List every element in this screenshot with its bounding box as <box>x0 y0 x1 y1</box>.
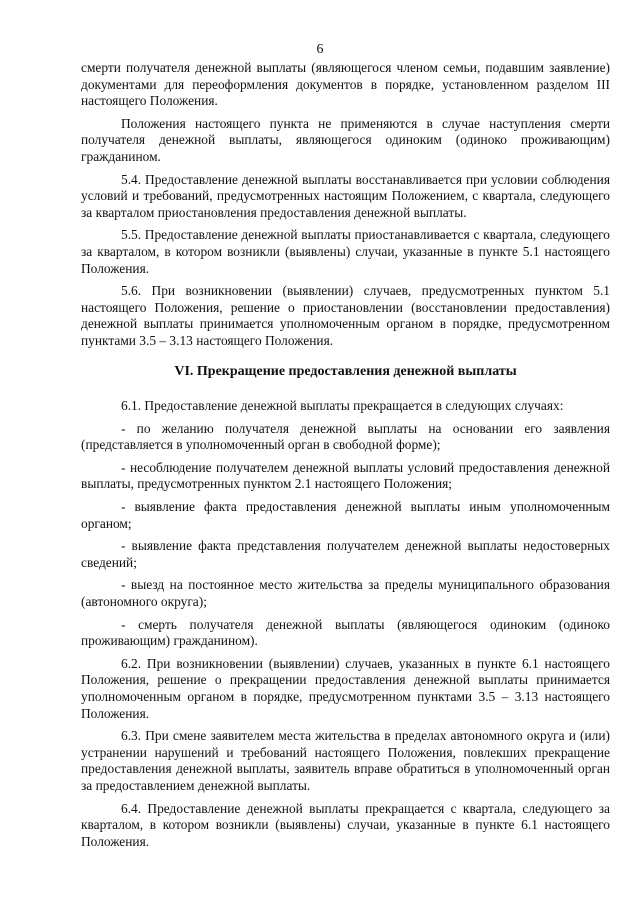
list-item: - смерть получателя денежной выплаты (являющегося одиноким (одиноко проживающим) гражданином). <box>81 616 610 649</box>
list-item: - по желанию получателя денежной выплаты на основании его заявления (представляется в уполномоченный орган в свободной форме); <box>81 420 610 453</box>
paragraph-continuation: смерти получателя денежной выплаты (являющегося членом семьи, подавшим заявление) документами для переоформления документов в порядке, установленном разделом III настоящего Положения. <box>81 60 610 109</box>
list-item: - выезд на постоянное место жительства за пределы муниципального образования (автономного округа); <box>81 577 610 610</box>
list-item: - выявление факта представления получателем денежной выплаты недостоверных сведений; <box>81 538 610 570</box>
paragraph-note: Положения настоящего пункта не применяются в случае наступления смерти получателя денежной выплаты, являющегося одиноким (одиноко проживающим) гражданином. <box>81 115 610 164</box>
paragraph-6-1: 6.1. Предоставление денежной выплаты прекращается в следующих случаях: <box>121 398 564 414</box>
list-item: - несоблюдение получателем денежной выплаты условий предоставления денежной выплаты, предусмотренных пунктом 2.1 настоящего Положения; <box>81 459 610 492</box>
paragraph-5-4: 5.4. Предоставление денежной выплаты восстанавливается при условии соблюдения условий и требований, предусмотренных настоящим Положением, с квартала, следующего за кварталом приостановления предоставления денежной выплаты. <box>81 171 610 220</box>
paragraph-5-5: 5.5. Предоставление денежной выплаты приостанавливается с квартала, следующего за кварталом, в котором возникли (выявлены) случаи, указанные в пункте 5.1 настоящего Положения. <box>81 227 610 276</box>
page-number: 6 <box>316 42 324 57</box>
list-item: - выявление факта предоставления денежной выплаты иным уполномоченным органом; <box>81 499 610 531</box>
paragraph-6-3: 6.3. При смене заявителем места жительства в пределах автономного округа и (или) устранении нарушений и требований настоящего Положения, повлекших прекращение предоставления денежной выплаты, заявитель вправе обратиться в уполномоченный орган за предоставлением денежной выплаты. <box>81 728 610 793</box>
document-body <box>81 60 610 856</box>
section-heading: VI. Прекращение предоставления денежной выплаты <box>174 363 517 379</box>
paragraph-5-6: 5.6. При возникновении (выявлении) случаев, предусмотренных пунктом 5.1 настоящего Положения, решение о приостановлении (восстановлении предоставления) денежной выплаты принимается уполномоченным органом в порядке, предусмотренном пунктами 3.5 – 3.13 настоящего Положения. <box>81 283 610 348</box>
paragraph-6-2: 6.2. При возникновении (выявлении) случаев, указанных в пункте 6.1 настоящего Положения, решение о прекращении предоставления денежной выплаты принимается уполномоченным органом в порядке, предусмотренном пунктами 3.5 – 3.13 настоящего Положения. <box>81 655 610 721</box>
paragraph-6-4: 6.4. Предоставление денежной выплаты прекращается с квартала, следующего за кварталом, в котором возникли (выявлены) случаи, указанные в пункте 6.1 настоящего Положения. <box>81 800 610 849</box>
